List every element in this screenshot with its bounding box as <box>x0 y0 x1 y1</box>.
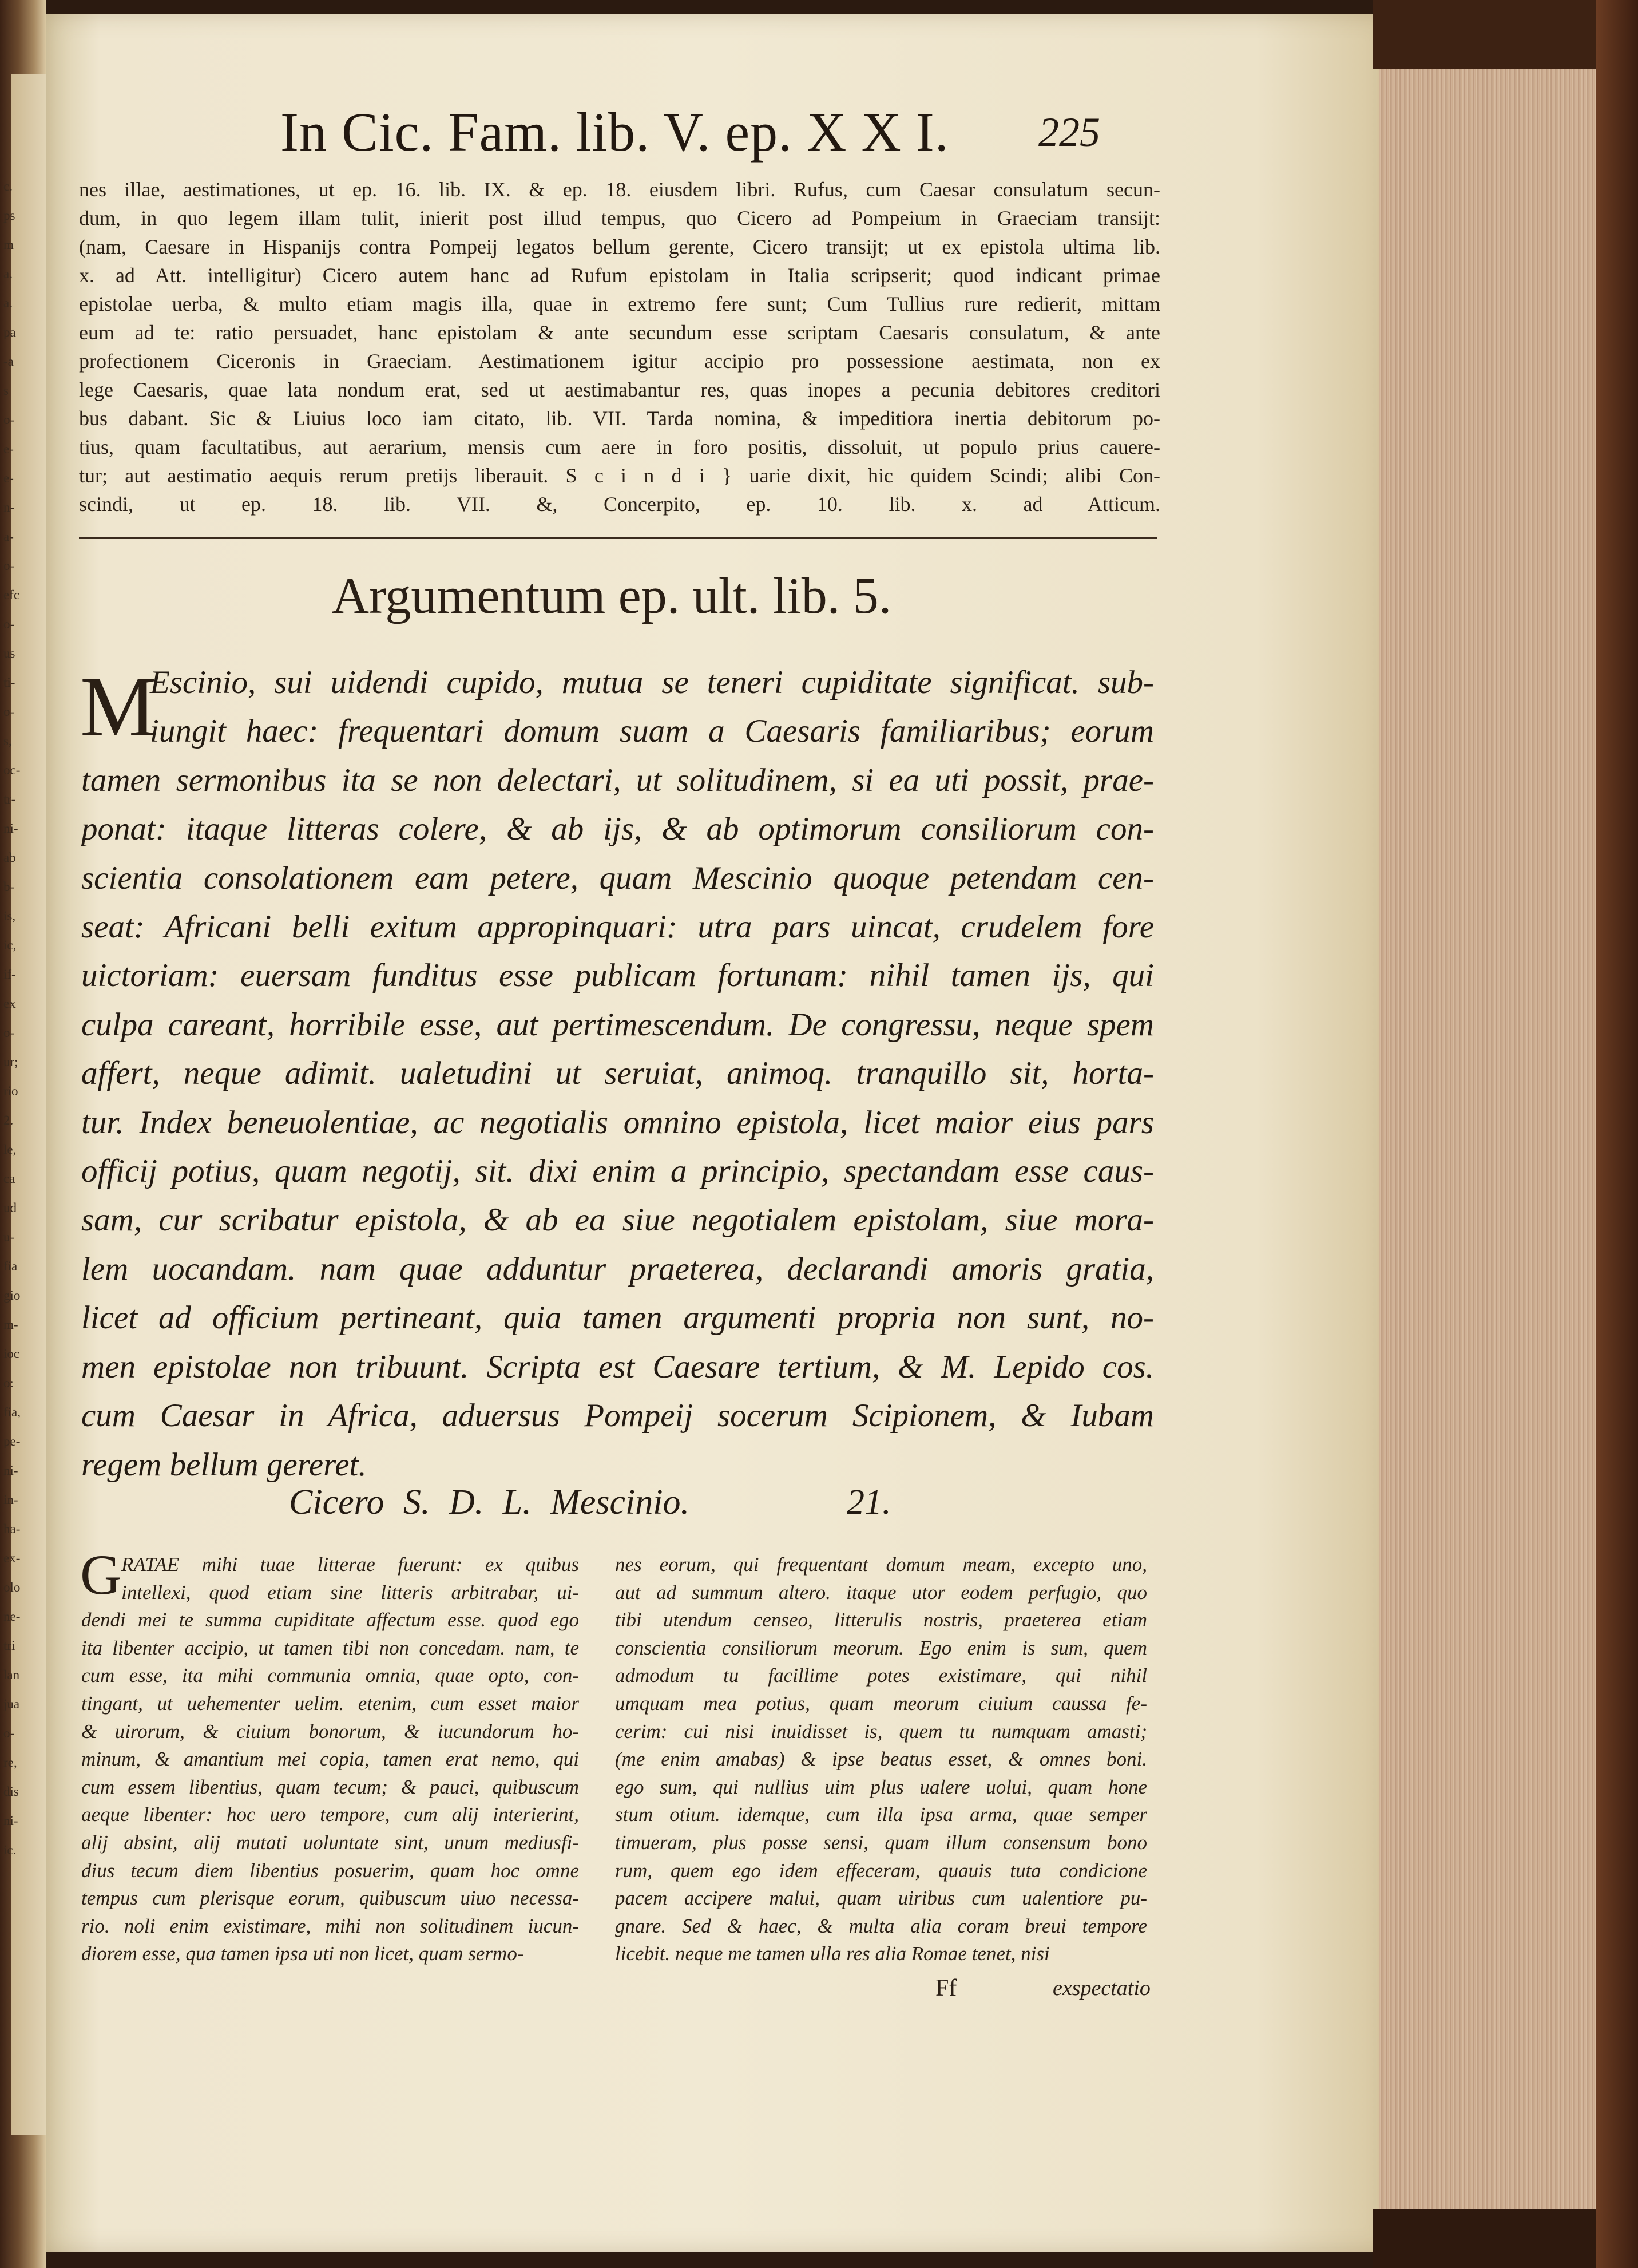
argument-line: culpa careant, horribile esse, aut pertimescendum. De congressu, neque spem <box>81 1006 1154 1043</box>
letter-right-column <box>615 1551 1147 1968</box>
margin-fragment: ab <box>3 850 16 865</box>
note-line: nes illae, aestimationes, ut ep. 16. lib. IX. & ep. 18. eiusdem libri. Rufus, cum Caesar consulatum secun- <box>79 178 1160 201</box>
letter-line: intellexi, quod etiam sine litteris arbitrabar, ui- <box>121 1581 579 1604</box>
signature-mark: Ff <box>935 1975 957 2001</box>
margin-fragment: if- <box>3 967 16 981</box>
letter-line: gnare. Sed & haec, & multa alia coram breui tempore <box>615 1914 1147 1937</box>
argument-line: iungit haec: frequentari domum suam a Caesaris familiaribus; eorum <box>150 713 1154 750</box>
margin-fragment: ic, <box>3 938 17 952</box>
letter-line: cum essem libentius, quam tecum; & pauci, quibuscum <box>81 1775 579 1798</box>
margin-fragment: ti- <box>3 675 15 690</box>
margin-fragment: n- <box>3 500 15 514</box>
note-line: epistolae uerba, & multo etiam magis illa, quae in extremo fere sunt; Cum Tullius rure redierit, mittam <box>79 292 1160 315</box>
margin-fragment: oc- <box>3 763 21 777</box>
letter-line: tibi utendum censeo, litterulis nostris, praeterea etiam <box>615 1609 1147 1632</box>
note-line: lege Caesaris, quae lata nondum erat, sed ut aestimabantur res, quas inopes a pecunia debitores creditori <box>79 378 1160 401</box>
argument-text <box>81 658 1154 1489</box>
note-line: (nam, Caesare in Hispanijs contra Pompeij legatos bellum gerente, Cicero transijt; ut ex epistola ultima lib. <box>79 235 1160 258</box>
margin-fragment: ioc <box>3 1347 20 1361</box>
margin-fragment: tri <box>3 1638 15 1653</box>
letter-line: minum, & amantium mei copia, tamen erat nemo, qui <box>81 1748 579 1771</box>
argument-line: sam, cur scribatur epistola, & ab ea siue negotialem epistolam, siue mora- <box>81 1202 1154 1238</box>
margin-fragment: rio <box>3 1084 18 1098</box>
argument-line: uictoriam: euersam funditus esse publicam fortunam: nihil tamen ijs, qui <box>81 957 1154 994</box>
margin-fragment: m <box>3 238 14 252</box>
letter-line: conscientia consiliorum meorum. Ego enim is sum, quem <box>615 1636 1147 1659</box>
margin-fragment: le, <box>3 1142 17 1157</box>
letter-line: admodum tu facillime potes existimare, qui nihil <box>615 1664 1147 1687</box>
margin-fragment: ic. <box>3 1843 17 1857</box>
letter-line: rio. noli enim existimare, mihi non solitudinem iucun- <box>81 1914 579 1937</box>
argument-line: regem bellum gereret. <box>81 1446 367 1483</box>
note-line: bus dabant. Sic & Liuius loco iam citato, lib. VII. Tarda nomina, & impeditiora inertia debitorum po- <box>79 407 1160 430</box>
note-line: dum, in quo legem illam tulit, inierit post illud tempus, quo Cicero ad Pompeium in Graeciam transijt: <box>79 207 1160 229</box>
argument-line: cum Caesar in Africa, aduersus Pompeij socerum Scipionem, & Iubam <box>81 1398 1154 1434</box>
letter-line: umquam mea potius, quam meorum ciuium caussa fe- <box>615 1692 1147 1715</box>
margin-fragment: olo <box>3 1580 21 1594</box>
argument-line: lem uocandam. nam quae adduntur praeterea, declarandi amoris gratia, <box>81 1250 1154 1287</box>
letter-line: aut ad summum altero. itaque utor eodem perfugio, quo <box>615 1581 1147 1604</box>
margin-fragment: a- <box>3 529 14 544</box>
margin-fragment: ps <box>3 208 15 223</box>
margin-fragment: ni- <box>3 1814 18 1828</box>
margin-fragment: ur; <box>3 1055 18 1069</box>
argument-line: ponat: itaque litteras colere, & ab ijs, & ab optimorum consiliorum con- <box>81 811 1154 848</box>
argument-line: tamen sermonibus ita se non delectari, ut solitudinem, si ea uti possit, prae- <box>81 762 1154 798</box>
letter-line: timueram, plus posse sensi, quam illum consensum bono <box>615 1831 1147 1854</box>
letter-line: dendi mei te summa cupiditate affectum esse. quod ego <box>81 1609 579 1632</box>
commentary-notes <box>79 175 1160 518</box>
margin-fragment: e- <box>3 471 14 485</box>
letter-line: tempus cum plerisque eorum, quibuscum uiuo necessa- <box>81 1887 579 1910</box>
letter-line: & uirorum, & ciuium bonorum, & iucundorum ho- <box>81 1720 579 1743</box>
previous-page-margin-text <box>3 172 49 1865</box>
note-line: scindi, ut ep. 18. lib. VII. &, Concerpito, ep. 10. lib. x. ad Atticum. <box>79 493 1160 516</box>
letter-number: 21. <box>847 1483 891 1522</box>
letter-line: licebit. neque me tamen ulla res alia Romae tenet, nisi <box>615 1942 1050 1965</box>
argument-line: scientia consolationem eam petere, quam Mescinio quoque petendam cen- <box>81 860 1154 896</box>
margin-fragment: re, <box>3 1755 17 1770</box>
letter-line: tingant, ut uehementer uelim. etenim, cum esset maior <box>81 1692 579 1715</box>
margin-fragment: a. <box>3 296 13 310</box>
argument-line: tur. Index beneuolentiae, ac negotialis omnino epistola, licet maior eius pars <box>81 1104 1154 1141</box>
margin-fragment: pe- <box>3 1434 21 1448</box>
note-line: profectionem Ciceronis in Graeciam. Aestimationem igitur accipio pro possessione aestimata, non ex <box>79 350 1160 373</box>
margin-fragment: ex <box>3 996 16 1011</box>
margin-fragment: us <box>3 646 15 660</box>
margin-fragment: ca <box>3 1171 15 1186</box>
catchword: exspectatio <box>1053 1976 1151 2000</box>
margin-fragment: o: <box>3 1376 14 1390</box>
letter-line: dius tecum diem libentius posuerim, quam hoc omne <box>81 1859 579 1882</box>
argument-line: seat: Africani belli exitum appropinquari: utra pars uincat, crudelem fore <box>81 909 1154 945</box>
argument-line: licet ad officium pertineant, quia tamen argumenti propria non sunt, no- <box>81 1300 1154 1336</box>
argument-line: Escinio, sui uidendi cupido, mutua se teneri cupiditate significat. sub- <box>150 664 1154 700</box>
margin-fragment: fia, <box>3 1405 21 1419</box>
argument-drop-cap: M <box>80 659 157 754</box>
margin-fragment: ex- <box>3 1551 21 1565</box>
argument-line: affert, neque adimit. ualetudini ut seruiat, animoq. tranquillo sit, horta- <box>81 1055 1154 1092</box>
letter-heading: Cicero S. D. L. Mescinio. <box>289 1483 689 1522</box>
margin-fragment: o- <box>3 413 15 427</box>
margin-fragment: s <box>3 383 9 398</box>
margin-fragment: o- <box>3 1026 15 1040</box>
margin-fragment: ni- <box>3 821 18 836</box>
section-rule <box>79 537 1157 539</box>
margin-fragment: efc <box>3 588 20 602</box>
margin-fragment: in- <box>3 1493 18 1507</box>
margin-fragment: o- <box>3 704 15 719</box>
margin-fragment: o- <box>3 1726 15 1740</box>
letter-line: diorem esse, qua tamen ipsa uti non licet, quam sermo- <box>81 1942 524 1965</box>
margin-fragment: b- <box>3 880 15 894</box>
page-fore-edge <box>1379 63 1602 2215</box>
margin-fragment: ud <box>3 1201 17 1215</box>
margin-fragment: o- <box>3 617 15 631</box>
argument-line: officij potius, quam negotij, sit. dixi enim a principio, spectandam esse caus- <box>81 1153 1154 1190</box>
letter-line: (me enim amabas) & ipse beatus esset, & omnes boni. <box>615 1748 1147 1771</box>
letter-line: stum otium. idemque, cum illa ipsa arma, quae semper <box>615 1803 1147 1826</box>
margin-fragment: ha- <box>3 1522 21 1536</box>
letter-line: rum, quem ego idem effeceram, quauis tuta condicione <box>615 1859 1147 1882</box>
margin-fragment: u- <box>3 1230 15 1244</box>
note-line: eum ad te: ratio persuadet, hanc epistolam & ante secundum esse scriptam Caesaris consulatum, & ante <box>79 321 1160 344</box>
margin-fragment: 2. <box>3 1113 14 1127</box>
letter-line: ego sum, qui nullius uim plus ualere uolui, quam hone <box>615 1775 1147 1798</box>
margin-fragment: pa <box>3 325 16 339</box>
margin-fragment: jua <box>3 1697 20 1711</box>
margin-fragment: -a <box>3 354 14 369</box>
note-line: tur; aut aestimatio aequis rerum pretijs liberauit. S c i n d i } uarie dixit, hic quidem Scindi; alibi Con- <box>79 464 1160 487</box>
note-line: tius, quam facultatibus, aut aerarium, mensis cum aere in foro positis, dissoluit, ut populo prius cauere- <box>79 436 1160 458</box>
margin-fragment: dis <box>3 1784 19 1799</box>
margin-fragment: c. <box>3 179 13 193</box>
note-line: x. ad Att. intelligitur) Cicero autem hanc ad Rufum epistolam in Italia scripserit; quod indicant primae <box>79 264 1160 287</box>
margin-fragment: ni- <box>3 1463 18 1478</box>
letter-line: cum esse, ita mihi communia omnia, quae opto, con- <box>81 1664 579 1687</box>
margin-fragment: tr- <box>3 792 16 806</box>
page-number: 225 <box>1038 109 1100 155</box>
margin-fragment: e- <box>3 442 14 456</box>
margin-fragment: gio <box>3 1288 21 1303</box>
running-head: In Cic. Fam. lib. V. ep. X X I. <box>280 101 949 163</box>
argument-title: Argumentum ep. ult. lib. 5. <box>332 568 892 624</box>
letter-drop-cap: G <box>80 1543 122 1606</box>
margin-fragment: m- <box>3 1317 18 1332</box>
letter-left-column <box>81 1551 579 1968</box>
letter-line: cerim: cui nisi inuidisset is, quem tu numquam amasti; <box>615 1720 1147 1743</box>
letter-line: ita libenter accipio, ut tamen tibi non concedam. nam, te <box>81 1636 579 1659</box>
letter-line: pacem accipere malui, quam uiribus cum ualentiore pu- <box>615 1887 1147 1910</box>
book-cover-right <box>1596 0 1638 2268</box>
letter-line: nes eorum, qui frequentant domum meam, excepto uno, <box>615 1553 1147 1576</box>
letter-line: alij absint, alij mutati uoluntate sint, unum mediusfi- <box>81 1831 579 1854</box>
margin-fragment: a. <box>3 267 13 281</box>
margin-fragment: is, <box>3 909 16 923</box>
margin-fragment: fia <box>3 1259 18 1273</box>
margin-fragment: lan <box>3 1668 20 1682</box>
margin-fragment: o- <box>3 559 15 573</box>
argument-line: men epistolae non tribuunt. Scripta est Caesare tertium, & M. Lepido cos. <box>81 1348 1154 1385</box>
margin-fragment: s, <box>3 734 12 748</box>
letter-line: RATAE mihi tuae litterae fuerunt: ex quibus <box>121 1553 579 1576</box>
margin-fragment: ne- <box>3 1609 21 1624</box>
letter-line: aeque libenter: hoc uero tempore, cum alij interierint, <box>81 1803 579 1826</box>
